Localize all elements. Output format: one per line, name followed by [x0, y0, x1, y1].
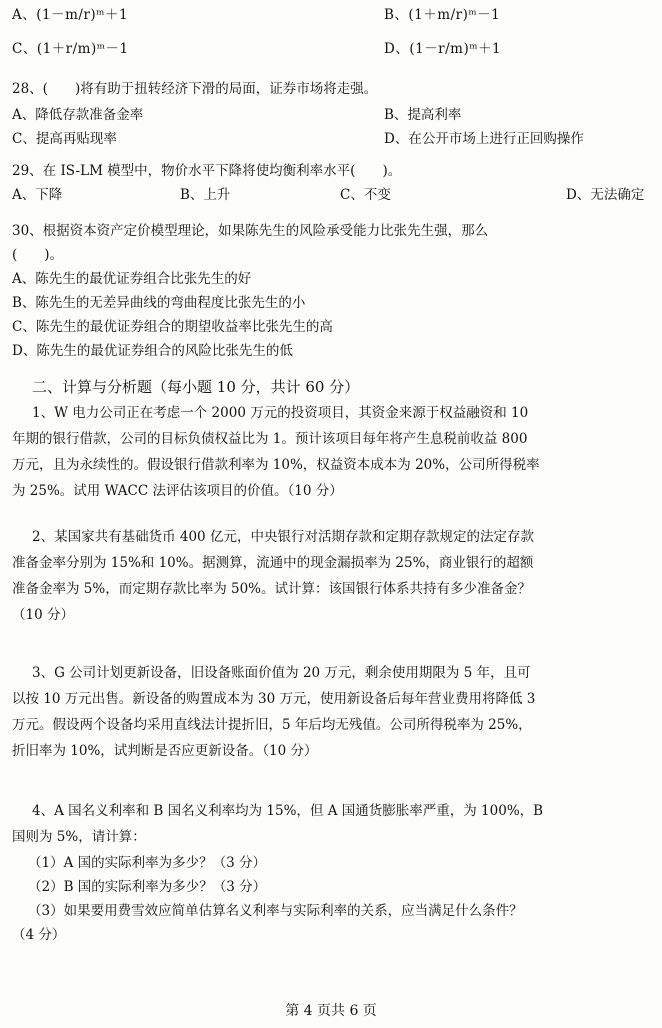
calc2-line-4: （10 分）	[12, 607, 74, 623]
q27-options-row-2	[12, 40, 648, 58]
q29-option-d: D、无法确定	[566, 187, 645, 203]
q29-option-c: C、不变	[340, 187, 391, 203]
q29-option-b: B、上升	[180, 187, 231, 203]
calc4-sub-3: （3）如果要用费雪效应简单估算名义利率与实际利率的关系，应当满足什么条件？	[28, 903, 523, 919]
section-2-heading: 二、计算与分析题（每小题 10 分，共计 60 分）	[32, 378, 360, 396]
calc3-line-1: 3、G 公司计划更新设备，旧设备账面价值为 20 万元，剩余使用期限为 5 年，且可	[32, 665, 531, 681]
calc4-line-2: 国则为 5%，请计算：	[12, 829, 146, 845]
q27-option-a: A、(1－m/r)ᵐ＋1	[12, 7, 129, 23]
calc4-line-1: 4、A 国名义利率和 B 国名义利率均为 15%，但 A 国通货膨胀率严重，为 100%，B	[32, 803, 544, 819]
calc3-line-2: 以按 10 万元出售。新设备的购置成本为 30 万元，使用新设备后每年营业费用将降低 3	[12, 691, 536, 707]
calc3-line-3: 万元。假设两个设备均采用直线法计提折旧，5 年后均无残值。公司所得税率为 25%，	[12, 717, 532, 733]
q27-option-c: C、(1＋r/m)ᵐ－1	[12, 41, 129, 57]
calc1-line-4: 为 25%。试用 WACC 法评估该项目的价值。（10 分）	[12, 483, 343, 499]
q30-option-d: D、陈先生的最优证券组合的风险比张先生的低	[12, 343, 293, 359]
q27-option-b: B、(1＋m/r)ᵐ－1	[384, 7, 501, 23]
q29-stem: 29、在 IS-LM 模型中，物价水平下降将使均衡利率水平( )。	[12, 163, 402, 179]
calc2-line-1: 2、某国家共有基础货币 400 亿元，中央银行对活期存款和定期存款规定的法定存款	[32, 529, 534, 545]
calc1-line-1: 1、W 电力公司正在考虑一个 2000 万元的投资项目，其资金来源于权益融资和 10	[32, 405, 529, 421]
calc4-sub-2: （2）B 国的实际利率为多少？（3 分）	[28, 879, 267, 895]
q28-options-row-2	[12, 130, 648, 148]
q28-option-b: B、提高利率	[384, 107, 462, 123]
calc2-line-2: 准备金率分别为 15%和 10%。据测算，流通中的现金漏损率为 25%，商业银行的超额	[12, 555, 534, 571]
q28-option-d: D、在公开市场上进行正回购操作	[384, 131, 584, 147]
calc2-line-3: 准备金率为 5%，而定期存款比率为 50%。试计算：该国银行体系共持有多少准备金？	[12, 581, 532, 597]
q29-option-a: A、下降	[12, 187, 63, 203]
page-number-footer: 第 4 页共 6 页	[285, 1003, 377, 1019]
q28-options-row-1	[12, 106, 648, 124]
q27-option-d: D、(1－r/m)ᵐ＋1	[384, 41, 502, 57]
q28-stem: 28、( )将有助于扭转经济下滑的局面，证券市场将走强。	[12, 81, 378, 97]
q30-option-c: C、陈先生的最优证券组合的期望收益率比张先生的高	[12, 319, 333, 335]
calc4-sub-1: （1）A 国的实际利率为多少？（3 分）	[28, 855, 267, 871]
q27-options-row-1	[12, 6, 648, 24]
calc4-sub-3-score: （4 分）	[12, 927, 66, 943]
calc1-line-3: 万元，且为永续性的。假设银行借款利率为 10%，权益资本成本为 20%，公司所得税率	[12, 457, 540, 473]
q28-option-a: A、降低存款准备金率	[12, 107, 144, 123]
q29-options-row	[12, 186, 648, 204]
q28-option-c: C、提高再贴现率	[12, 131, 117, 147]
calc1-line-2: 年期的银行借款，公司的目标负债权益比为 1。预计该项目每年将产生息税前收益 800	[12, 431, 528, 447]
q30-stem-line-2: ( )。	[12, 247, 64, 263]
calc3-line-4: 折旧率为 10%，试判断是否应更新设备。（10 分）	[12, 743, 318, 759]
q30-option-b: B、陈先生的无差异曲线的弯曲程度比张先生的小	[12, 295, 306, 311]
q30-stem-line-1: 30、根据资本资产定价模型理论，如果陈先生的风险承受能力比张先生强，那么	[12, 223, 489, 239]
q30-option-a: A、陈先生的最优证券组合比张先生的好	[12, 271, 252, 287]
